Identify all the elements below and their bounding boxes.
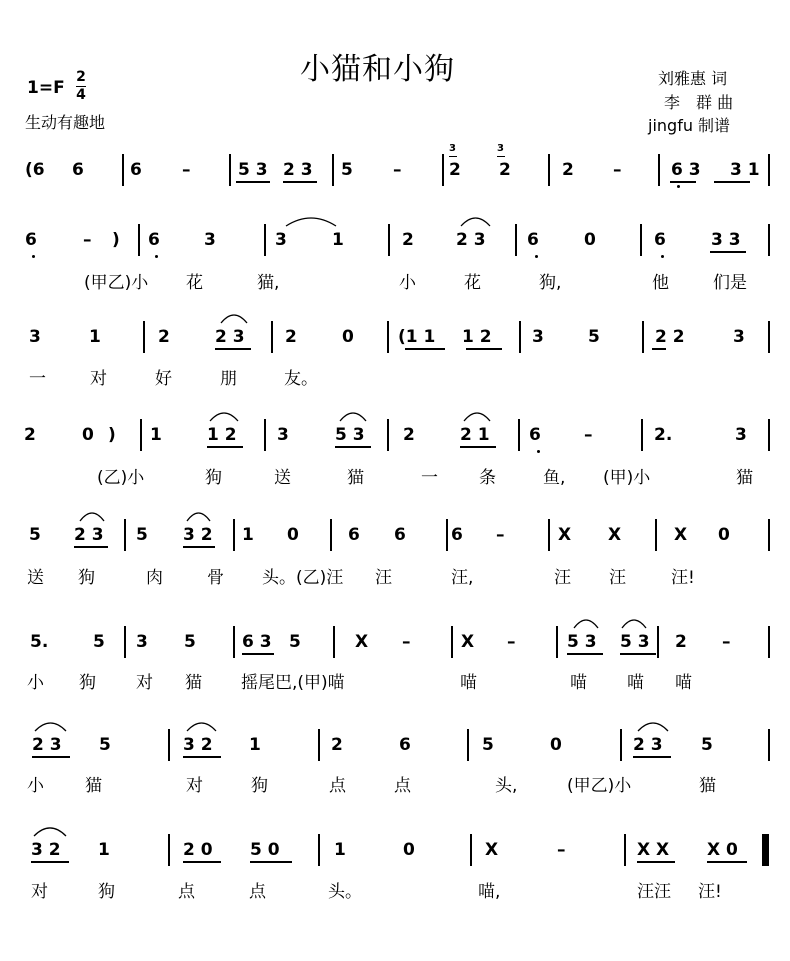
- note: 3: [277, 425, 289, 445]
- note: X 0: [707, 840, 738, 860]
- note: 6: [148, 230, 160, 250]
- note: ): [112, 230, 120, 250]
- note: 2: [285, 327, 297, 347]
- note: 5 0: [250, 840, 280, 860]
- note: 5: [289, 632, 301, 652]
- lyric: 好: [155, 369, 172, 389]
- note: 1 2: [462, 327, 492, 347]
- lyric: 狗: [98, 882, 115, 902]
- note: 0: [584, 230, 596, 250]
- note: 6 3: [671, 160, 701, 180]
- lyric: 对: [186, 776, 203, 796]
- note: 2: [331, 735, 343, 755]
- lyric: 花: [464, 273, 481, 293]
- note: 1: [150, 425, 162, 445]
- note: X X: [637, 840, 670, 860]
- lyric: (甲)小: [603, 468, 651, 488]
- lyric: 喵: [570, 673, 587, 693]
- lyric: 一: [421, 468, 438, 488]
- note: 5 3: [335, 425, 365, 445]
- note: 5: [29, 525, 41, 545]
- lyric: 头。(乙)汪: [262, 568, 344, 588]
- meter-bottom: 4: [76, 87, 86, 103]
- slur-arc: [340, 413, 366, 421]
- slur-arc: [622, 620, 646, 628]
- note: 5: [184, 632, 196, 652]
- note: 2 3: [283, 160, 313, 180]
- lyric: 喵,: [478, 882, 501, 902]
- note: 5: [341, 160, 353, 180]
- note: X: [558, 525, 572, 545]
- lyric: 猫: [699, 776, 716, 796]
- lyric: 送: [27, 568, 44, 588]
- key-signature: 1=F: [27, 78, 65, 98]
- lyric: 汪: [554, 568, 571, 588]
- lyric: 狗: [205, 468, 222, 488]
- lyric: 花: [186, 273, 203, 293]
- tempo-marking: 生动有趣地: [25, 113, 106, 132]
- note: 5: [482, 735, 494, 755]
- note: 6 3: [242, 632, 272, 652]
- lyric: 点: [178, 882, 195, 902]
- lyric: 一: [29, 369, 46, 389]
- note: 6: [72, 160, 84, 180]
- lyric: 点: [329, 776, 346, 796]
- lyric: 对: [90, 369, 107, 389]
- lyric: 狗: [79, 673, 96, 693]
- lyric: 对: [31, 882, 48, 902]
- note: 3: [733, 327, 745, 347]
- lyric: 汪汪: [637, 882, 671, 902]
- note: X: [608, 525, 622, 545]
- lyric: 摇尾巴,(甲)喵: [241, 673, 345, 693]
- note: –: [496, 525, 505, 545]
- lyric: 点: [249, 882, 266, 902]
- note: 6: [527, 230, 539, 250]
- note: 5 3: [620, 632, 650, 652]
- slur-arc: [221, 315, 247, 323]
- note: 2 3: [633, 735, 663, 755]
- lyric: 狗: [251, 776, 268, 796]
- note: 1: [332, 230, 344, 250]
- lyric: 汪: [609, 568, 626, 588]
- lyric: 条: [479, 468, 496, 488]
- note: 3: [204, 230, 216, 250]
- note: 2 1: [460, 425, 490, 445]
- lyric: 喵: [675, 673, 692, 693]
- note: (6: [25, 160, 45, 180]
- lyric: 朋: [220, 369, 237, 389]
- grace-note: 3: [497, 143, 504, 154]
- lyric: 点: [394, 776, 411, 796]
- note: 2: [24, 425, 36, 445]
- note: 3 2: [183, 525, 213, 545]
- note: X: [355, 632, 369, 652]
- note: 1 2: [207, 425, 237, 445]
- lyric: 狗: [78, 568, 95, 588]
- note: –: [182, 160, 191, 180]
- lyric: 头,: [495, 776, 518, 796]
- note: –: [613, 160, 622, 180]
- note: –: [557, 840, 566, 860]
- lyric: 狗,: [539, 273, 562, 293]
- note: 5: [588, 327, 600, 347]
- slur-arc: [638, 723, 668, 731]
- lyric: 鱼,: [543, 468, 566, 488]
- note: 2 3: [32, 735, 62, 755]
- lyric: 小: [399, 273, 416, 293]
- note: 1: [242, 525, 254, 545]
- slur-arc: [187, 513, 210, 521]
- lyric: (甲乙)小: [84, 273, 149, 293]
- note: 1: [334, 840, 346, 860]
- note: 5.: [30, 632, 49, 652]
- note: 2.: [654, 425, 673, 445]
- note: 3 3: [711, 230, 741, 250]
- note: 3 2: [31, 840, 61, 860]
- lyric: 喵: [460, 673, 477, 693]
- lyric: 猫: [185, 673, 202, 693]
- meter-top: 2: [76, 69, 86, 85]
- note: 0: [403, 840, 415, 860]
- lyric: 喵: [627, 673, 644, 693]
- note: 2 0: [183, 840, 213, 860]
- lyric: 小: [27, 673, 44, 693]
- note: –: [722, 632, 731, 652]
- slur-arc: [34, 828, 66, 836]
- note: 0: [82, 425, 94, 445]
- lyric: 小: [27, 776, 44, 796]
- note: 5: [93, 632, 105, 652]
- lyric: (甲乙)小: [567, 776, 632, 796]
- note: –: [507, 632, 516, 652]
- slur-arc: [461, 218, 490, 226]
- slur-arc: [187, 723, 216, 731]
- note: 2: [402, 230, 414, 250]
- lyric: 猫: [347, 468, 364, 488]
- note: 5 3: [567, 632, 597, 652]
- note: 5: [99, 735, 111, 755]
- note: 3: [136, 632, 148, 652]
- lyric: 骨: [207, 568, 224, 588]
- engraver-credit: jingfu 制谱: [648, 116, 731, 135]
- song-title: 小猫和小狗: [300, 52, 455, 87]
- note: 6: [394, 525, 406, 545]
- note: 0: [342, 327, 354, 347]
- note: 2 3: [456, 230, 486, 250]
- note: ): [108, 425, 116, 445]
- note: 1: [249, 735, 261, 755]
- lyric: 们是: [713, 273, 747, 293]
- note: 0: [718, 525, 730, 545]
- note: 3: [735, 425, 747, 445]
- lyric: (乙)小: [97, 468, 145, 488]
- note: –: [83, 230, 92, 250]
- note: 6: [654, 230, 666, 250]
- composer-credit: 李 群 曲: [664, 93, 734, 112]
- note: 6: [130, 160, 142, 180]
- note: 1: [89, 327, 101, 347]
- note: X: [485, 840, 499, 860]
- lyric: 送: [274, 468, 291, 488]
- lyric: 友。: [284, 369, 318, 389]
- slur-arc: [80, 513, 104, 521]
- note: 2 3: [215, 327, 245, 347]
- note: 6: [348, 525, 360, 545]
- lyricist-credit: 刘雅惠 词: [658, 69, 728, 88]
- note: 3: [532, 327, 544, 347]
- lyric: 猫: [85, 776, 102, 796]
- note: 6: [399, 735, 411, 755]
- note: 2: [675, 632, 687, 652]
- note: –: [402, 632, 411, 652]
- note: 2: [449, 160, 461, 180]
- note: 0: [550, 735, 562, 755]
- lyric: 汪!: [698, 882, 722, 902]
- note: 3: [29, 327, 41, 347]
- note: 1: [98, 840, 110, 860]
- note: 0: [287, 525, 299, 545]
- slur-arc: [210, 413, 238, 421]
- note: X: [461, 632, 475, 652]
- note: 2: [499, 160, 511, 180]
- note: 2: [158, 327, 170, 347]
- lyric: 汪!: [671, 568, 695, 588]
- slur-arc: [35, 723, 66, 731]
- note: 6: [451, 525, 463, 545]
- note: 3 1: [730, 160, 760, 180]
- note: 5: [136, 525, 148, 545]
- note: 6: [25, 230, 37, 250]
- slur-arc: [464, 413, 490, 421]
- grace-note: 3: [449, 143, 456, 154]
- note: 2: [562, 160, 574, 180]
- note: –: [584, 425, 593, 445]
- lyric: 他: [652, 273, 669, 293]
- lyric: 汪,: [451, 568, 474, 588]
- note: (1 1: [398, 327, 436, 347]
- note: 2 3: [74, 525, 104, 545]
- note: 3: [275, 230, 287, 250]
- note: 2 2: [655, 327, 685, 347]
- note: 5: [701, 735, 713, 755]
- lyric: 猫: [736, 468, 753, 488]
- lyric: 肉: [146, 568, 163, 588]
- note: 6: [529, 425, 541, 445]
- slur-arc: [286, 218, 336, 226]
- note: X: [674, 525, 688, 545]
- lyric: 对: [136, 673, 153, 693]
- lyric: 汪: [375, 568, 392, 588]
- note: 2: [403, 425, 415, 445]
- lyric: 猫,: [257, 273, 280, 293]
- note: 3 2: [183, 735, 213, 755]
- note: 5 3: [238, 160, 268, 180]
- slur-arc: [574, 620, 598, 628]
- lyric: 头。: [328, 882, 362, 902]
- note: –: [393, 160, 402, 180]
